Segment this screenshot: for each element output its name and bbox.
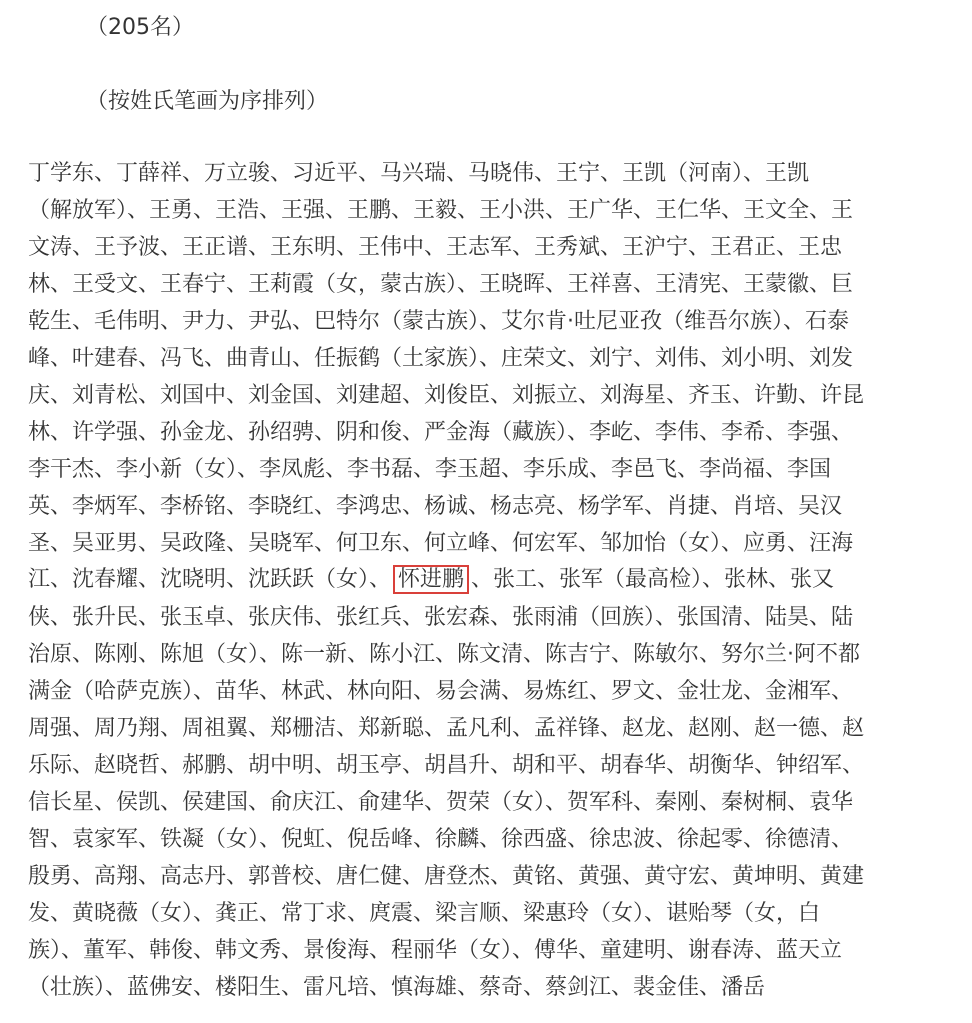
member-count: （205名） [86,15,194,40]
name-list-line: 丁学东、丁薛祥、万立骏、习近平、马兴瑞、马晓伟、王宁、王凯（河南）、王凯 [28,161,810,186]
name-list-line: 侠、张升民、张玉卓、张庆伟、张红兵、张宏森、张雨浦（回族）、张国清、陆昊、陆 [28,605,854,630]
name-list-line: 林、王受文、王春宁、王莉霞（女，蒙古族）、王晓晖、王祥喜、王清宪、王蒙徽、巨 [28,272,854,297]
name-list-line: 庆、刘青松、刘国中、刘金国、刘建超、刘俊臣、刘振立、刘海星、齐玉、许勤、许昆 [28,383,865,408]
name-list-line: （壮族）、蓝佛安、楼阳生、雷凡培、慎海雄、蔡奇、蔡剑江、裴金佳、潘岳 [28,975,766,1000]
highlighted-name-box: 怀进鹏 [393,565,469,594]
name-list-line: 满金（哈萨克族）、苗华、林武、林向阳、易会满、易炼红、罗文、金壮龙、金湘军、 [28,679,854,704]
ordering-note: （按姓氏笔画为序排列） [86,89,329,114]
name-list-line: 文涛、王予波、王正谱、王东明、王伟中、王志军、王秀斌、王沪宁、王君正、王忠 [28,235,843,260]
name-list-line: 信长星、侯凯、侯建国、俞庆江、俞建华、贺荣（女）、贺军科、秦刚、秦树桐、袁华 [28,790,854,815]
name-list-line: 智、袁家军、铁凝（女）、倪虹、倪岳峰、徐麟、徐西盛、徐忠波、徐起零、徐德清、 [28,827,854,852]
name-list-line: 治原、陈刚、陈旭（女）、陈一新、陈小江、陈文清、陈吉宁、陈敏尔、努尔兰·阿不都 [28,642,860,667]
name-list-line: 乐际、赵晓哲、郝鹏、胡中明、胡玉亭、胡昌升、胡和平、胡春华、胡衡华、钟绍军、 [28,753,865,778]
name-list-line: 族）、董军、韩俊、韩文秀、景俊海、程丽华（女）、傅华、童建明、谢春涛、蓝天立 [28,938,843,963]
name-list-line: 英、李炳军、李桥铭、李晓红、李鸿忠、杨诚、杨志亮、杨学军、肖捷、肖培、吴汉 [28,494,843,519]
name-list-line: 圣、吴亚男、吴政隆、吴晓军、何卫东、何立峰、何宏军、邹加怡（女）、应勇、汪海 [28,531,854,556]
name-list-line: 林、许学强、孙金龙、孙绍骋、阴和俊、严金海（藏族）、李屹、李伟、李希、李强、 [28,420,854,445]
line-text-after: 、张工、张军（最高检）、张林、张又 [471,567,835,592]
name-list-line: 李干杰、李小新（女）、李凤彪、李书磊、李玉超、李乐成、李邑飞、李尚福、李国 [28,457,832,482]
name-list-line: 峰、叶建春、冯飞、曲青山、任振鹤（土家族）、庄荣文、刘宁、刘伟、刘小明、刘发 [28,346,854,371]
name-list-line: 乾生、毛伟明、尹力、尹弘、巴特尔（蒙古族）、艾尔肯·吐尼亚孜（维吾尔族）、石泰 [28,309,849,334]
line-text-before: 江、沈春耀、沈晓明、沈跃跃（女）、 [28,567,392,592]
name-list-line: （解放军）、王勇、王浩、王强、王鹏、王毅、王小洪、王广华、王仁华、王文全、王 [28,198,854,223]
name-list-line: 周强、周乃翔、周祖翼、郑栅洁、郑新聪、孟凡利、孟祥锋、赵龙、赵刚、赵一德、赵 [28,716,865,741]
name-list-line-highlighted [28,565,834,595]
name-list-line: 发、黄晓薇（女）、龚正、常丁求、庹震、梁言顺、梁惠玲（女）、谌贻琴（女，白 [28,901,821,926]
name-list-line: 殷勇、高翔、高志丹、郭普校、唐仁健、唐登杰、黄铭、黄强、黄守宏、黄坤明、黄建 [28,864,865,889]
